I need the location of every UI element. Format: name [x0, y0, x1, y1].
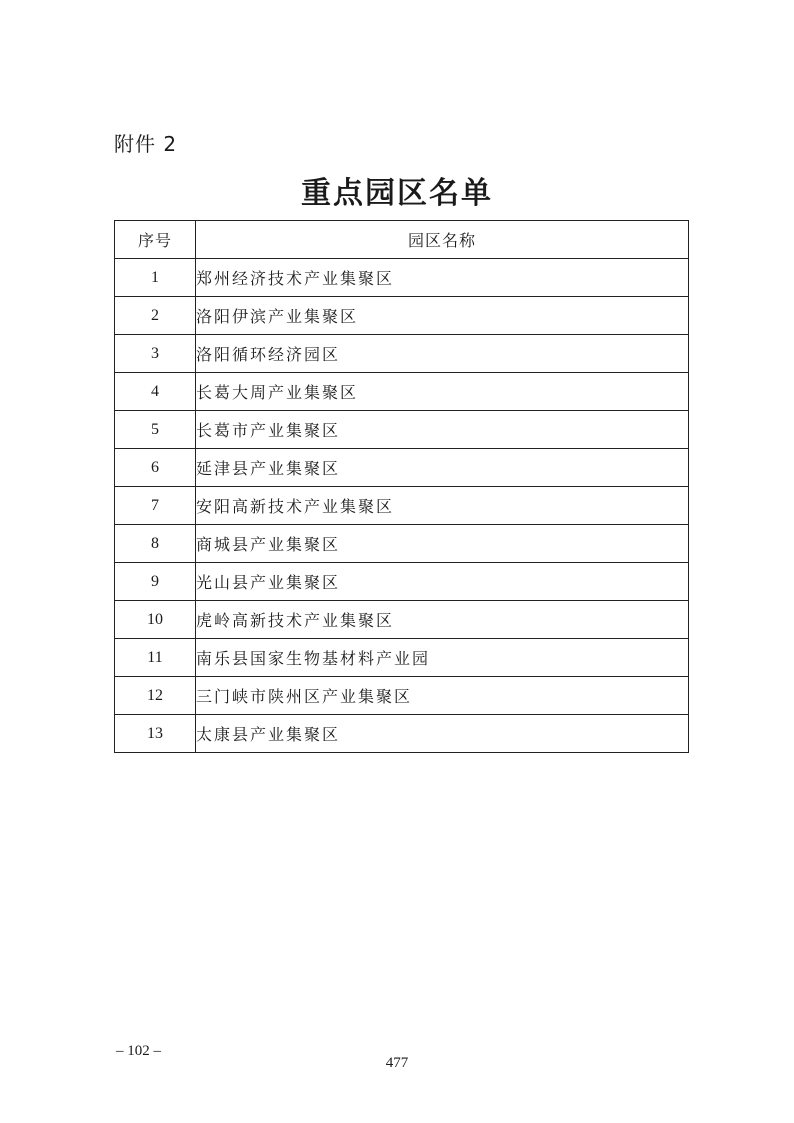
- table-row: [115, 563, 689, 601]
- row-park-name: 长葛大周产业集聚区: [196, 373, 689, 411]
- table-row: [115, 259, 689, 297]
- table-row: [115, 411, 689, 449]
- row-park-name: 洛阳伊滨产业集聚区: [196, 297, 689, 335]
- row-park-name: 延津县产业集聚区: [196, 449, 689, 487]
- table-row: [115, 601, 689, 639]
- row-number: 5: [115, 411, 196, 449]
- row-park-name: 南乐县国家生物基材料产业园: [196, 639, 689, 677]
- row-park-name: 商城县产业集聚区: [196, 525, 689, 563]
- row-number: 7: [115, 487, 196, 525]
- row-park-name: 太康县产业集聚区: [196, 715, 689, 753]
- row-park-name: 三门峡市陕州区产业集聚区: [196, 677, 689, 715]
- table-row: [115, 715, 689, 753]
- row-number: 3: [115, 335, 196, 373]
- table-row: [115, 335, 689, 373]
- row-number: 11: [115, 639, 196, 677]
- row-park-name: 洛阳循环经济园区: [196, 335, 689, 373]
- row-park-name: 安阳高新技术产业集聚区: [196, 487, 689, 525]
- row-number: 2: [115, 297, 196, 335]
- document-title: 重点园区名单: [301, 176, 493, 211]
- row-park-name: 长葛市产业集聚区: [196, 411, 689, 449]
- table-header-row: [115, 221, 689, 259]
- row-number: 8: [115, 525, 196, 563]
- row-number: 4: [115, 373, 196, 411]
- row-park-name: 光山县产业集聚区: [196, 563, 689, 601]
- page-number-center: 477: [385, 1055, 409, 1071]
- table-row: [115, 639, 689, 677]
- table-row: [115, 525, 689, 563]
- row-number: 13: [115, 715, 196, 753]
- row-number: 12: [115, 677, 196, 715]
- table-row: [115, 677, 689, 715]
- row-park-name: 虎岭高新技术产业集聚区: [196, 601, 689, 639]
- row-number: 1: [115, 259, 196, 297]
- table-row: [115, 373, 689, 411]
- row-number: 10: [115, 601, 196, 639]
- row-number: 9: [115, 563, 196, 601]
- header-park-name: 园区名称: [196, 221, 689, 259]
- park-list-table: [114, 220, 689, 753]
- table-row: [115, 449, 689, 487]
- page-number-left: – 102 –: [116, 1043, 161, 1059]
- row-park-name: 郑州经济技术产业集聚区: [196, 259, 689, 297]
- attachment-label: 附件 2: [114, 132, 178, 156]
- table-row: [115, 297, 689, 335]
- row-number: 6: [115, 449, 196, 487]
- table-row: [115, 487, 689, 525]
- header-number: 序号: [115, 221, 196, 259]
